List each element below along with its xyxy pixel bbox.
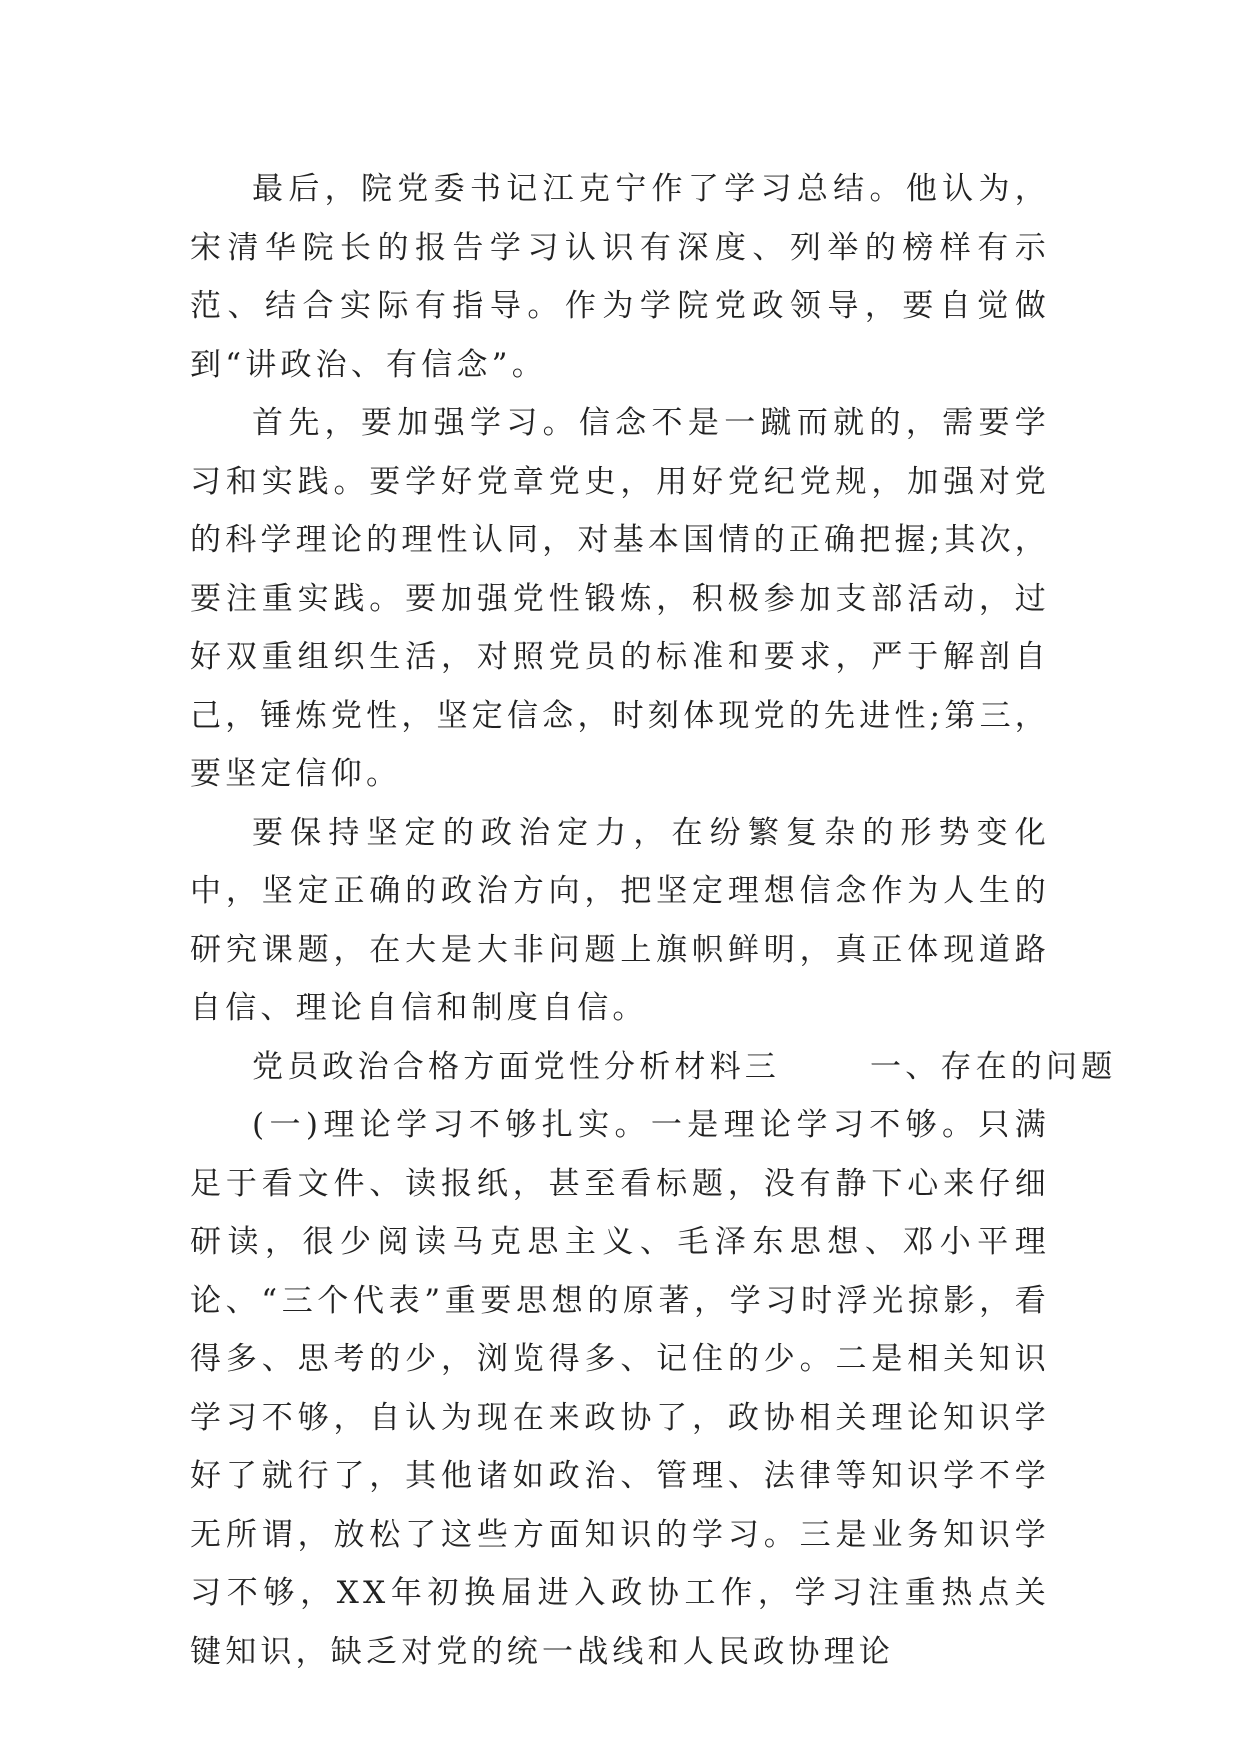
section-heading-line	[190, 1038, 1117, 1097]
paragraph-political-stance: 要保持坚定的政治定力，在纷繁复杂的形势变化中，坚定正确的政治方向，把坚定理想信念作为人生的研究课题，在大是大非问题上旗帜鲜明，真正体现道路自信、理论自信和制度自信。	[190, 814, 1050, 1026]
paragraph-theory-study: (一)理论学习不够扎实。一是理论学习不够。只满足于看文件、读报纸，甚至看标题，没有静下心来仔细研读，很少阅读马克思主义、毛泽东思想、邓小平理论、“三个代表”重要思想的原著，学习时浮光掠影，看得多、思考的少，浏览得多、记住的少。二是相关知识学习不够，自认为现在来政协了，政协相关理论知识学好了就行了，其他诸如政治、管理、法律等知识学不学无所谓，放松了这些方面知识的学习。三是业务知识学习不够，XX年初换届进入政协工作，学习注重热点关键知识，缺乏对党的统一战线和人民政协理论	[190, 1107, 1050, 1670]
section-subtitle: 一、存在的问题	[870, 1048, 1117, 1085]
paragraph-first-strengthen-study: 首先，要加强学习。信念不是一蹴而就的，需要学习和实践。要学好党章党史，用好党纪党规，加强对党的科学理论的理性认同，对基本国情的正确把握;其次，要注重实践。要加强党性锻炼，积极参加支部活动，过好双重组织生活，对照党员的标准和要求，严于解剖自己，锤炼党性，坚定信念，时刻体现党的先进性;第三，要坚定信仰。	[190, 405, 1050, 792]
document-body	[190, 160, 1117, 1681]
section-title: 党员政治合格方面党性分析材料三	[252, 1048, 780, 1085]
paragraph-summary: 最后，院党委书记江克宁作了学习总结。他认为，宋清华院长的报告学习认识有深度、列举的榜样有示范、结合实际有指导。作为学院党政领导，要自觉做到“讲政治、有信念”。	[190, 171, 1050, 383]
